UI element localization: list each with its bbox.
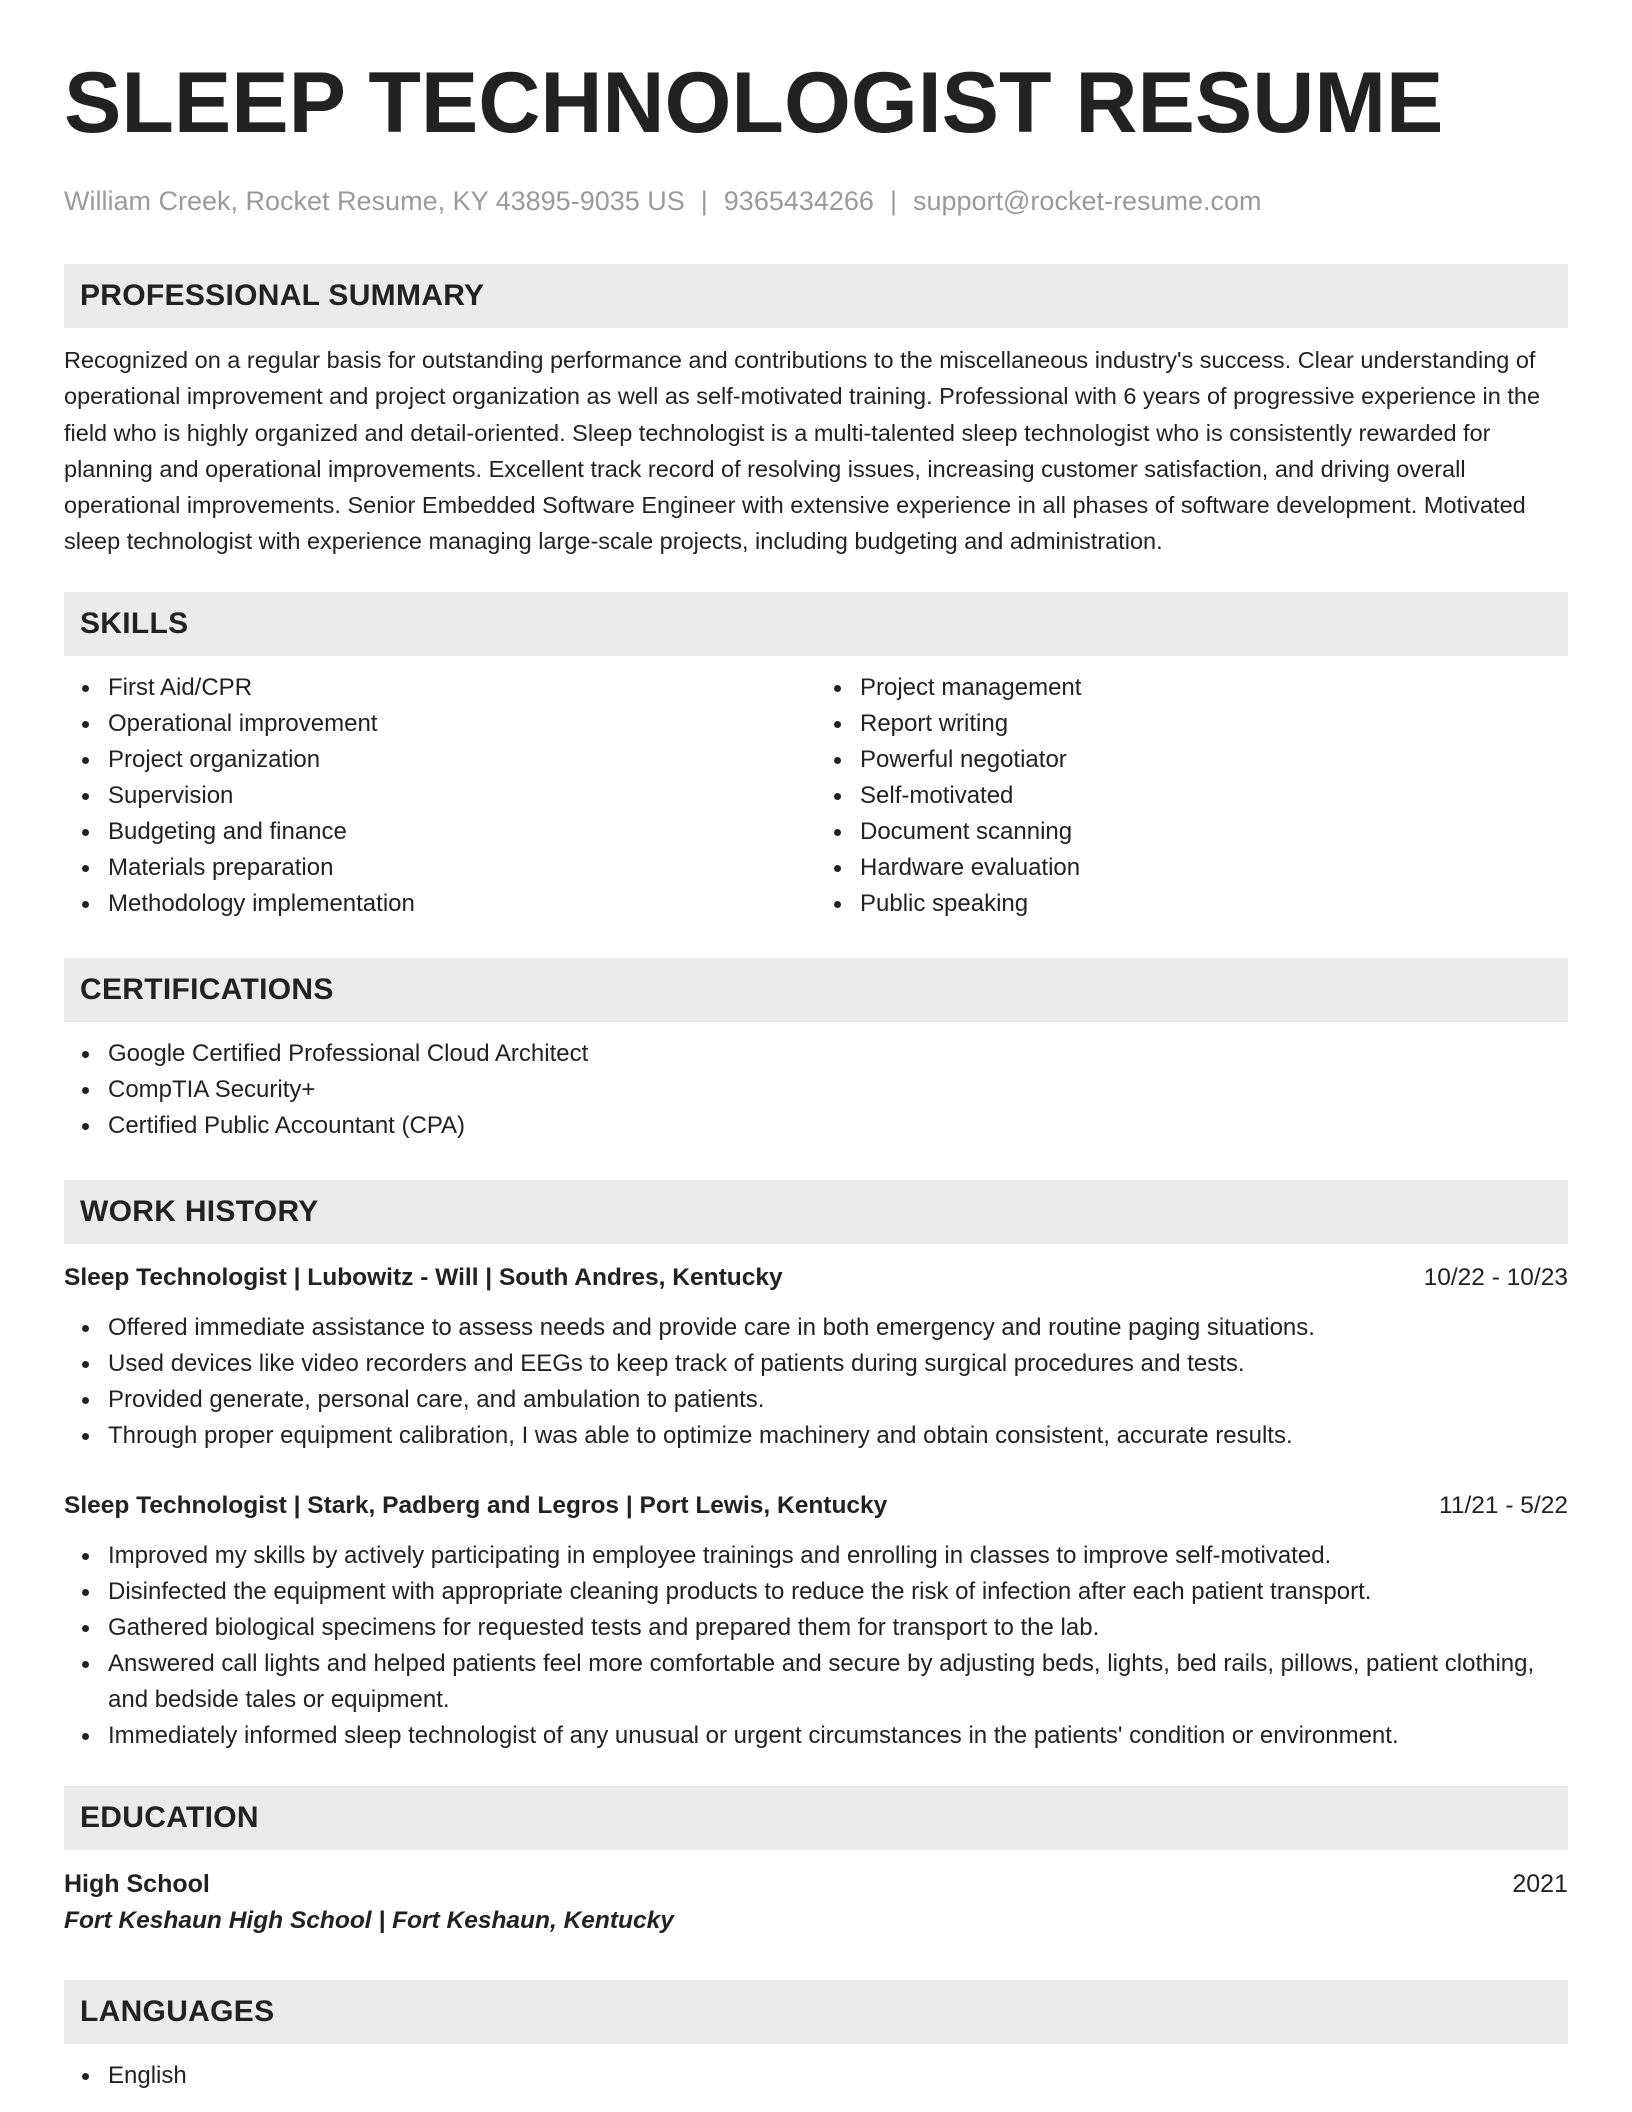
job-dates: 11/21 - 5/22 (1439, 1491, 1568, 1519)
resume-title: SLEEP TECHNOLOGIST RESUME (64, 55, 1444, 151)
section-heading-work-history: WORK HISTORY (64, 1180, 1568, 1244)
job-bullets (64, 1538, 1568, 1754)
job-bullet: Used devices like video recorders and EEGs to keep track of patients during surgical procedures and tests. (108, 1346, 1568, 1382)
job-bullet: Through proper equipment calibration, I was able to optimize machinery and obtain consistent, accurate results. (108, 1418, 1568, 1454)
contact-separator: | (889, 186, 897, 216)
skill-item: Public speaking (860, 886, 1568, 922)
job-header (64, 1260, 1568, 1296)
education-header (64, 1866, 1568, 1902)
section-heading-certifications: CERTIFICATIONS (64, 958, 1568, 1022)
summary-text: Recognized on a regular basis for outstanding performance and contributions to the miscellaneous industry's success. Clear understanding of operational improvement and project organization as well as self-motivated training. Professional with 6 years of progressive experience in the field who is highly organized and detail-oriented. Sleep technologist is a multi-talented sleep technologist who is consistently rewarded for planning and operational improvements. Excellent track record of resolving issues, increasing customer satisfaction, and driving overall operational improvements. Senior Embedded Software Engineer with extensive experience in all phases of software development. Motivated sleep technologist with experience managing large-scale projects, including budgeting and administration. (64, 347, 1541, 555)
contact-email[interactable]: support@rocket-resume.com (912, 186, 1262, 216)
certification-item: Certified Public Accountant (CPA) (108, 1108, 1568, 1144)
skills-columns (64, 656, 1568, 922)
job-bullet: Improved my skills by actively participating in employee trainings and enrolling in classes to improve self-motivated. (108, 1538, 1568, 1574)
skill-item: Project management (860, 670, 1568, 706)
skill-item: Operational improvement (108, 706, 816, 742)
certification-item: Google Certified Professional Cloud Architect (108, 1036, 1568, 1072)
languages-list (64, 2058, 1568, 2094)
skill-item: Project organization (108, 742, 816, 778)
job-dates: 10/22 - 10/23 (1423, 1263, 1568, 1291)
skill-item: Self-motivated (860, 778, 1568, 814)
skill-item: Document scanning (860, 814, 1568, 850)
skills-list-left (64, 670, 816, 922)
section-heading-languages: LANGUAGES (64, 1980, 1568, 2044)
education-year: 2021 (1512, 1869, 1568, 1898)
job-bullets (64, 1310, 1568, 1454)
skill-item: Supervision (108, 778, 816, 814)
skill-item: Hardware evaluation (860, 850, 1568, 886)
job-bullet: Immediately informed sleep technologist of any unusual or urgent circumstances in the patients' condition or environment. (108, 1718, 1568, 1754)
job-title: Sleep Technologist | Lubowitz - Will | South Andres, Kentucky (64, 1263, 783, 1291)
section-heading-education: EDUCATION (64, 1786, 1568, 1850)
job-bullet: Disinfected the equipment with appropriate cleaning products to reduce the risk of infection after each patient transport. (108, 1574, 1568, 1610)
contact-separator: | (700, 186, 708, 216)
job-bullet: Provided generate, personal care, and ambulation to patients. (108, 1382, 1568, 1418)
skill-item: Materials preparation (108, 850, 816, 886)
skill-item: Powerful negotiator (860, 742, 1568, 778)
contact-line (64, 184, 1568, 218)
skill-item: First Aid/CPR (108, 670, 816, 706)
skills-list-right (816, 670, 1568, 922)
job-title: Sleep Technologist | Stark, Padberg and Legros | Port Lewis, Kentucky (64, 1491, 888, 1519)
certification-item: CompTIA Security+ (108, 1072, 1568, 1108)
skill-item: Budgeting and finance (108, 814, 816, 850)
job-bullet: Answered call lights and helped patients feel more comfortable and secure by adjusting beds, lights, bed rails, pillows, patient clothing, and bedside tales or equipment. (108, 1646, 1568, 1718)
education-school: Fort Keshaun High School | Fort Keshaun, Kentucky (64, 1906, 674, 1934)
section-heading-skills: SKILLS (64, 592, 1568, 656)
job-bullet: Offered immediate assistance to assess needs and provide care in both emergency and routine paging situations. (108, 1310, 1568, 1346)
contact-address: William Creek, Rocket Resume, KY 43895-9035 US (64, 186, 685, 216)
job-header (64, 1488, 1568, 1524)
contact-phone: 9365434266 (723, 186, 874, 216)
language-item: English (108, 2058, 1568, 2094)
section-heading-summary: PROFESSIONAL SUMMARY (64, 264, 1568, 328)
education-degree: High School (64, 1869, 210, 1898)
job-bullet: Gathered biological specimens for requested tests and prepared them for transport to the lab. (108, 1610, 1568, 1646)
skill-item: Methodology implementation (108, 886, 816, 922)
skill-item: Report writing (860, 706, 1568, 742)
certifications-list (64, 1036, 1568, 1144)
